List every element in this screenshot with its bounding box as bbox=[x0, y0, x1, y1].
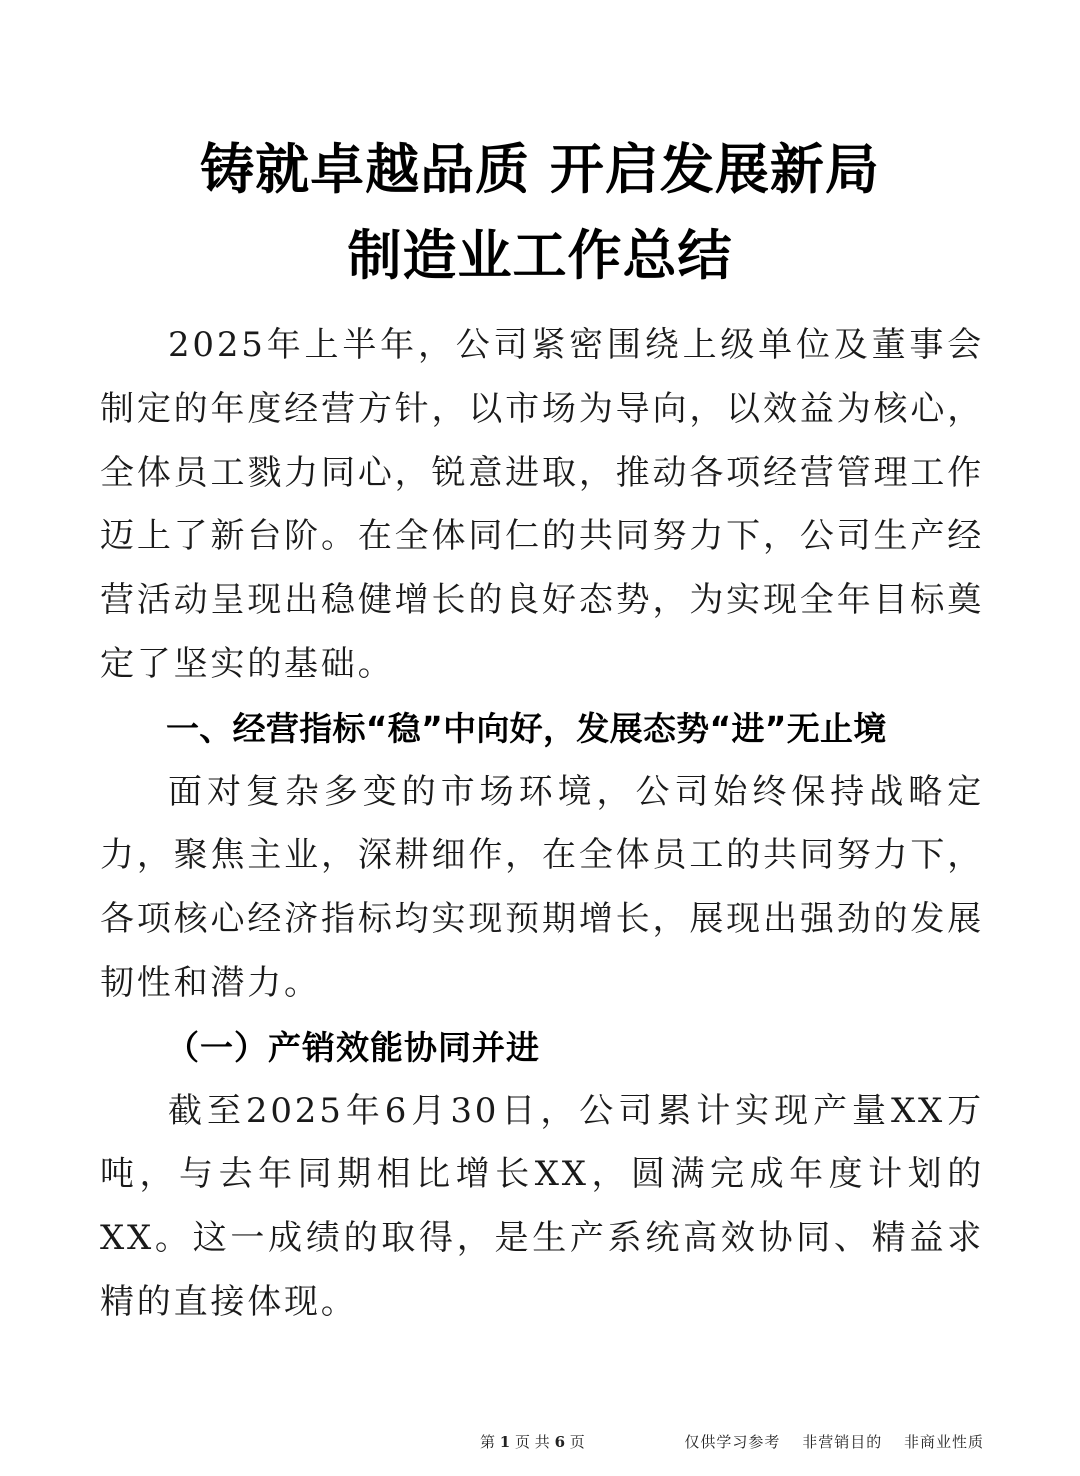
subsection-1-heading: （一）产销效能协同并进 bbox=[166, 1027, 540, 1067]
footer-notice bbox=[668, 1430, 984, 1454]
notice-non-commercial: 非商业性质 bbox=[903, 1433, 984, 1451]
page-prefix: 第 bbox=[480, 1433, 496, 1451]
page-middle: 页 共 bbox=[515, 1433, 550, 1451]
subsection-1-paragraph: 截至2025年6月30日，公司累计实现产量XX万吨，与去年同期相比增长XX，圆满完成年度计划的XX。这一成绩的取得，是生产系统高效协同、精益求精的直接体现。 bbox=[100, 1090, 984, 1322]
notice-study: 仅供学习参考 bbox=[684, 1433, 781, 1451]
section-1-paragraph: 面对复杂多变的市场环境，公司始终保持战略定力，聚焦主业，深耕细作，在全体员工的共同努力下，各项核心经济指标均实现预期增长，展现出强劲的发展韧性和潜力。 bbox=[100, 771, 984, 1003]
notice-non-marketing: 非营销目的 bbox=[802, 1433, 883, 1451]
page-suffix: 页 bbox=[569, 1433, 585, 1451]
total-pages: 6 bbox=[554, 1433, 566, 1451]
document-title-line-2: 制造业工作总结 bbox=[347, 224, 733, 287]
document-title-line-1: 铸就卓越品质 开启发展新局 bbox=[200, 138, 880, 201]
current-page: 1 bbox=[499, 1433, 511, 1451]
page-number bbox=[480, 1430, 585, 1454]
page-footer bbox=[100, 1430, 984, 1454]
section-1-heading: 一、经营指标“稳”中向好，发展态势“进”无止境 bbox=[166, 708, 887, 748]
document-body bbox=[100, 314, 984, 1335]
intro-paragraph: 2025年上半年，公司紧密围绕上级单位及董事会制定的年度经营方针，以市场为导向，以效益为核心，全体员工戮力同心，锐意进取，推动各项经营管理工作迈上了新台阶。在全体同仁的共同努力下，公司生产经营活动呈现出稳健增长的良好态势，为实现全年目标奠定了坚实的基础。 bbox=[100, 325, 984, 684]
